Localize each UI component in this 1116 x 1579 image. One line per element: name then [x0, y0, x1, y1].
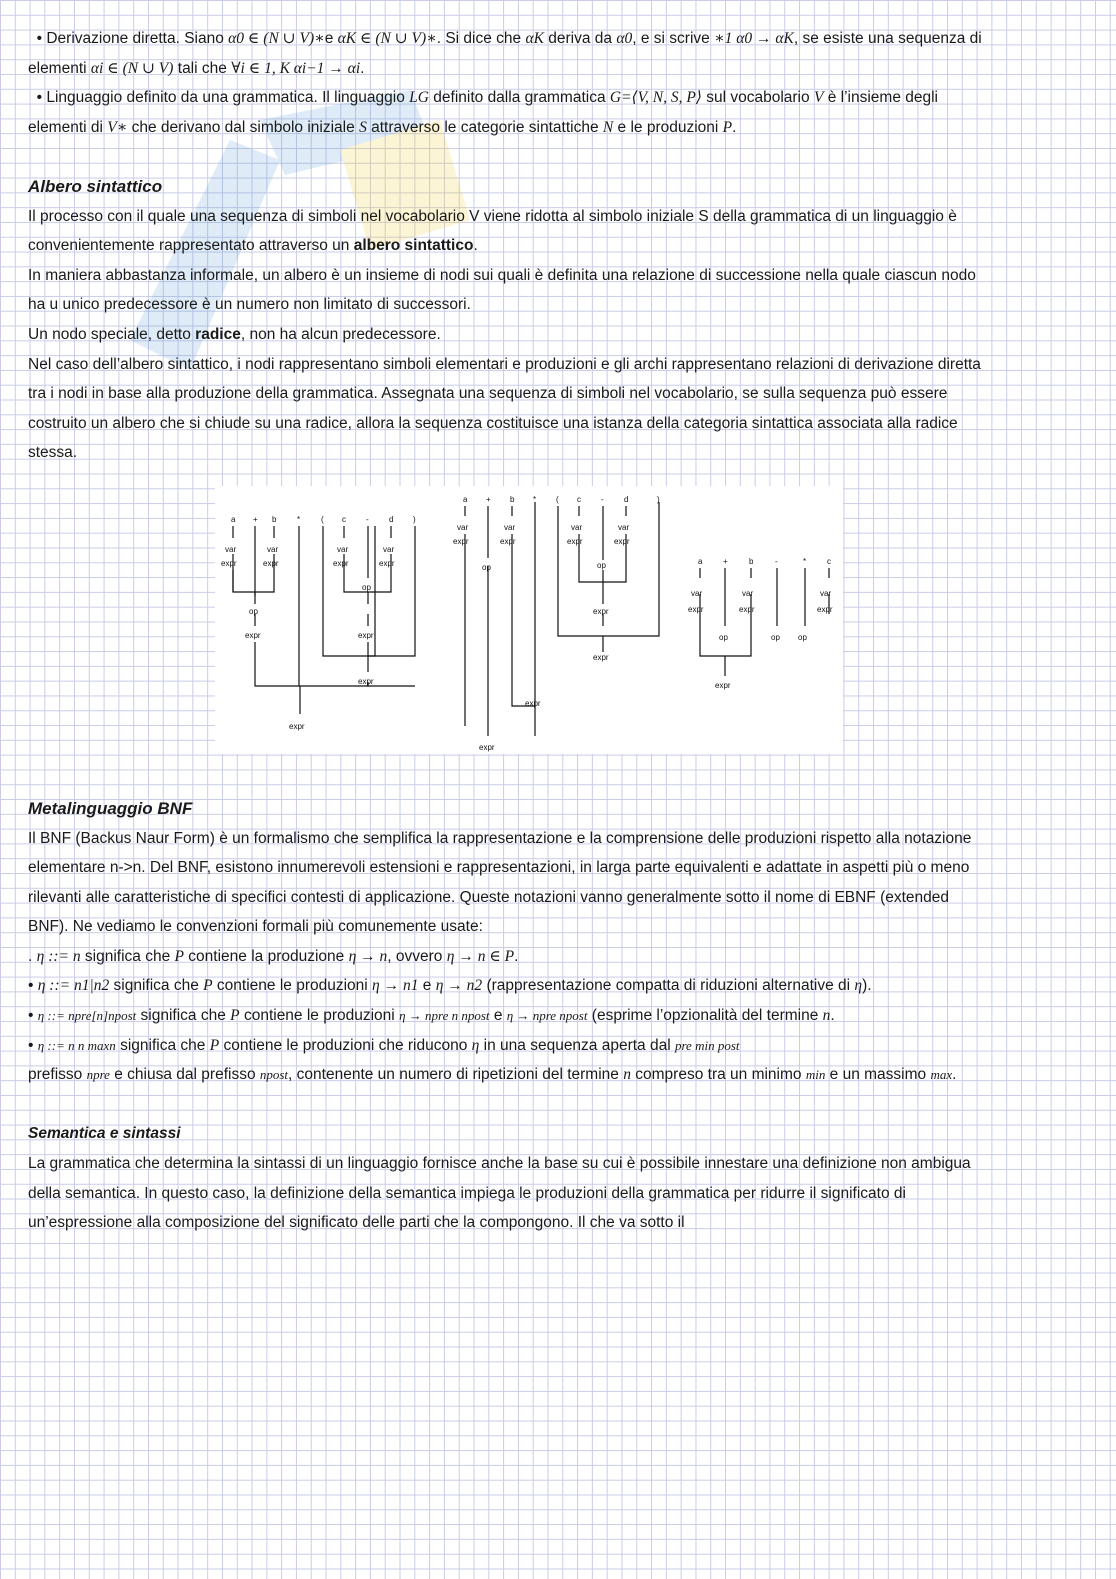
tree-token: ): [413, 515, 416, 524]
tree-node-var: var: [742, 589, 754, 598]
tree-token: -: [601, 495, 604, 504]
tree-1-labels: [221, 515, 416, 731]
def-derivazione-line2: elementi αi ∈ (N ∪ V) tali che ∀i ∈ 1, K αi−1 → αi.: [28, 59, 365, 77]
tree-3-labels: [688, 557, 833, 690]
tree-token: d: [389, 515, 394, 524]
tree-node-var: var: [267, 545, 279, 554]
bnf-rule-2: • η ::= n1|n2 significa che P contiene le produzioni η → n1 e η → n2 (rappresentazione compatta di riduzioni alternative di η).: [28, 977, 872, 995]
tree-node-var: var: [225, 545, 237, 554]
tree-node-op: op: [362, 583, 371, 592]
syntax-tree-diagram: [215, 486, 843, 754]
tree-node-var: var: [691, 589, 703, 598]
tree-node-var: var: [571, 523, 583, 532]
albero-paragraph-line: Nel caso dell’albero sintattico, i nodi rappresentano simboli elementari e produzioni e gli archi rappresentano relazioni di derivazione diretta: [28, 355, 981, 373]
albero-paragraph-line: convenientemente rappresentato attraverso un albero sintattico.: [28, 237, 478, 255]
tree-token: *: [533, 495, 537, 504]
albero-paragraph-line: ha u unico predecessore è un numero non limitato di successori.: [28, 296, 471, 314]
tree-node-expr: expr: [739, 605, 755, 614]
tree-token: ): [657, 495, 660, 504]
def-derivazione-line1: • Derivazione diretta. Siano α0 ∈ (N ∪ V)∗e αK ∈ (N ∪ V)∗. Si dice che αK deriva da α0, e si scrive ∗1 α0 → αK, se esiste una sequenza di: [28, 30, 982, 47]
tree-token: +: [723, 557, 728, 566]
tree-token: (: [556, 495, 559, 504]
semantica-paragraph-line: della semantica. In questo caso, la definizione della semantica impiega le produzioni della grammatica per ridurre il significato di: [28, 1184, 906, 1202]
tree-node-expr: expr: [614, 537, 630, 546]
tree-node-expr: expr: [358, 677, 374, 686]
tree-token: +: [253, 515, 258, 524]
tree-node-op: op: [771, 633, 780, 642]
tree-token: b: [749, 557, 754, 566]
tree-node-var: var: [820, 589, 832, 598]
tree-node-op: op: [482, 563, 491, 572]
section-title-albero: Albero sintattico: [28, 176, 163, 196]
tree-token: d: [624, 495, 629, 504]
tree-token: a: [463, 495, 468, 504]
albero-paragraph-line: stessa.: [28, 444, 78, 462]
albero-paragraph-line: Un nodo speciale, detto radice, non ha alcun predecessore.: [28, 325, 441, 343]
semantica-paragraph-line: un’espressione alla composizione del significato delle parti che la compongono. Il che va sotto il: [28, 1214, 685, 1232]
tree-token: *: [297, 515, 301, 524]
tree-node-op: op: [249, 607, 258, 616]
tree-node-expr: expr: [500, 537, 516, 546]
section-title-semantica: Semantica e sintassi: [28, 1125, 181, 1143]
semantica-paragraph-line: La grammatica che determina la sintassi di un linguaggio fornisce anche la base su cui è possibile innestare una definizione non ambigua: [28, 1155, 971, 1173]
tree-node-op: op: [597, 561, 606, 570]
tree-node-expr: expr: [593, 607, 609, 616]
bnf-paragraph-line: Il BNF (Backus Naur Form) è un formalismo che semplifica la rappresentazione e la comprensione delle produzioni rispetto alla notazione: [28, 829, 972, 847]
tree-node-expr: expr: [289, 722, 305, 731]
tree-node-expr: expr: [263, 559, 279, 568]
tree-node-var: var: [504, 523, 516, 532]
tree-node-expr: expr: [567, 537, 583, 546]
tree-token: b: [510, 495, 515, 504]
tree-node-expr: expr: [688, 605, 704, 614]
tree-node-expr: expr: [453, 537, 469, 546]
tree-node-expr: expr: [593, 653, 609, 662]
bnf-paragraph-line: elementare n->n. Del BNF, esistono innumerevoli estensioni e rappresentazioni, in larga parte equivalenti e adattate in aspetti più o meno: [28, 859, 970, 877]
tree-node-var: var: [383, 545, 395, 554]
tree-node-var: var: [618, 523, 630, 532]
tree-token: c: [827, 557, 831, 566]
tree-token: (: [321, 515, 324, 524]
tree-node-var: var: [337, 545, 349, 554]
albero-paragraph-line: In maniera abbastanza informale, un albero è un insieme di nodi sui quali è definita una relazione di successione nella quale ciascun nodo: [28, 266, 976, 284]
tree-token: c: [577, 495, 581, 504]
tree-token: a: [231, 515, 236, 524]
tree-token: *: [803, 557, 807, 566]
section-title-bnf: Metalinguaggio BNF: [28, 798, 193, 818]
tree-node-expr: expr: [358, 631, 374, 640]
tree-node-expr: expr: [333, 559, 349, 568]
albero-paragraph-line: tra i nodi in base alla produzione della grammatica. Assegnata una sequenza di simboli nel vocabolario, se sulla sequenza può essere: [28, 385, 948, 403]
tree-node-op: op: [798, 633, 807, 642]
tree-token: c: [342, 515, 346, 524]
bnf-paragraph-line: BNF). Ne vediamo le convenzioni formali più comunemente usate:: [28, 918, 483, 936]
syntax-tree-figure: [215, 486, 843, 754]
tree-node-expr: expr: [817, 605, 833, 614]
tree-node-expr: expr: [245, 631, 261, 640]
albero-paragraph-line: costruito un albero che si chiude su una radice, allora la sequenza costituisce una istanza della categoria sintattica associata alla radice: [28, 414, 958, 432]
def-linguaggio-line1: • Linguaggio definito da una grammatica. Il linguaggio LG definito dalla grammatica G=⟨V, N, S, P⟩ sul vocabolario V è l’insieme degli: [28, 89, 938, 107]
tree-node-expr: expr: [221, 559, 237, 568]
bnf-rule-1: . η ::= n significa che P contiene la produzione η → n, ovvero η → n ∈ P.: [28, 947, 519, 965]
bnf-rule-3: • η ::= npre[n]npost significa che P contiene le produzioni η → npre n npost e η → npre npost (esprime l’opzionalità del termine n.: [28, 1007, 835, 1025]
tree-node-op: op: [719, 633, 728, 642]
tree-token: -: [775, 557, 778, 566]
bnf-rule-4: • η ::= n n maxn significa che P contiene le produzioni che riducono η in una sequenza aperta dal pre min post: [28, 1036, 740, 1054]
tree-node-expr: expr: [379, 559, 395, 568]
tree-token: -: [366, 515, 369, 524]
albero-paragraph-line: Il processo con il quale una sequenza di simboli nel vocabolario V viene ridotta al simbolo iniziale S della grammatica di un linguaggio è: [28, 207, 957, 225]
tree-node-expr: expr: [479, 743, 495, 752]
tree-token: +: [486, 495, 491, 504]
tree-2-labels: [453, 495, 660, 752]
def-linguaggio-line2: elementi di V∗ che derivano dal simbolo iniziale S attraverso le categorie sintattiche N e le produzioni P.: [28, 118, 737, 136]
tree-token: a: [698, 557, 703, 566]
tree-token: b: [272, 515, 277, 524]
tree-node-expr: expr: [715, 681, 731, 690]
bnf-paragraph-line: rilevanti alle caratteristiche di specifici contesti di applicazione. Queste notazioni vanno generalmente sotto il nome di EBNF (extended: [28, 888, 950, 906]
tree-node-var: var: [457, 523, 469, 532]
tree-node-expr: expr: [525, 699, 541, 708]
bnf-rule-4-cont: prefisso npre e chiusa dal prefisso npost, contenente un numero di ripetizioni del termine n compreso tra un minimo min e un massimo max.: [28, 1066, 957, 1084]
